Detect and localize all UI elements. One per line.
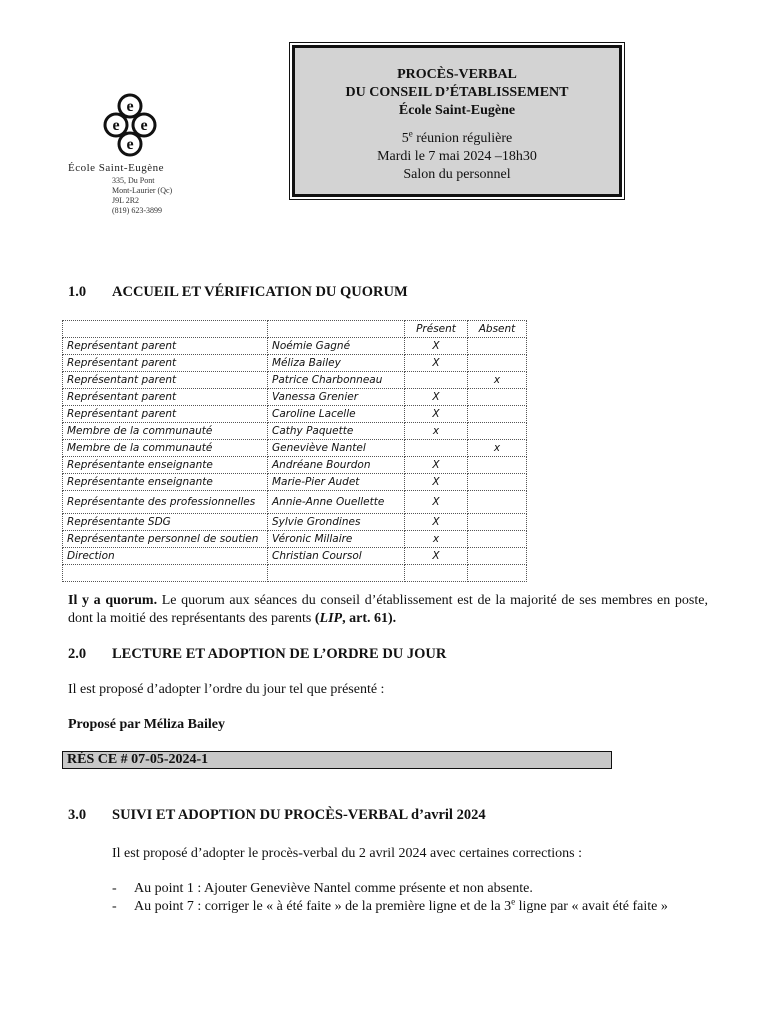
absent-mark [468, 423, 527, 440]
present-mark: X [405, 406, 468, 423]
absent-mark [468, 514, 527, 531]
address-line: (819) 623-3899 [112, 206, 162, 215]
present-mark: X [405, 514, 468, 531]
present-mark: X [405, 474, 468, 491]
meeting-date: Mardi le 7 mai 2024 –18h30 [377, 149, 537, 164]
address-line: Mont-Laurier (Qc) [112, 186, 173, 195]
member-name: Vanessa Grenier [268, 389, 405, 406]
attendance-table [62, 320, 527, 582]
member-name: Méliza Bailey [268, 355, 405, 372]
school-name: École Saint-Eugène [68, 162, 165, 174]
present-mark: X [405, 338, 468, 355]
present-mark [405, 440, 468, 457]
table-row [63, 457, 527, 474]
table-row [63, 338, 527, 355]
table-row [63, 423, 527, 440]
absent-mark [468, 474, 527, 491]
list-item: - Au point 7 : corriger le « à été faite » de la première ligne et de la 3e ligne par « avait été faite » [112, 896, 668, 914]
school-title: École Saint-Eugène [398, 103, 516, 118]
absent-mark: x [468, 372, 527, 389]
absent-mark [468, 548, 527, 565]
svg-text:e: e [126, 98, 134, 115]
section-3-proposal: Il est proposé d’adopter le procès-verbal du 2 avril 2024 avec certaines corrections : [112, 846, 582, 861]
absent-mark [468, 491, 527, 514]
member-role: Représentant parent [63, 338, 268, 355]
svg-text:e: e [126, 136, 134, 153]
member-name: Noémie Gagné [268, 338, 405, 355]
present-mark [405, 372, 468, 389]
member-name: Andréane Bourdon [268, 457, 405, 474]
member-name: Christian Coursol [268, 548, 405, 565]
member-role: Membre de la communauté [63, 423, 268, 440]
meeting-location: Salon du personnel [403, 167, 511, 182]
col-absent-header: Absent [468, 321, 527, 338]
table-row [63, 474, 527, 491]
member-role: Représentant parent [63, 372, 268, 389]
present-mark: X [405, 457, 468, 474]
svg-text:e: e [112, 117, 120, 134]
corrections-list [112, 880, 704, 916]
section-3-heading: 3.0 SUIVI ET ADOPTION DU PROCÈS-VERBAL d’avril 2024 [68, 807, 486, 823]
absent-mark [468, 355, 527, 372]
table-row [63, 531, 527, 548]
svg-text:e: e [140, 117, 148, 134]
member-name: Sylvie Grondines [268, 514, 405, 531]
table-row [63, 372, 527, 389]
document-header-box [292, 45, 622, 197]
school-logo [68, 92, 228, 216]
doc-subtitle: DU CONSEIL D’ÉTABLISSEMENT [345, 85, 569, 100]
table-row-empty [63, 565, 527, 582]
present-mark: X [405, 548, 468, 565]
address-line: 335, Du Pont [112, 176, 155, 185]
absent-mark [468, 338, 527, 355]
table-row [63, 514, 527, 531]
member-role: Représentante des professionnelles [63, 491, 268, 514]
table-header-row [63, 321, 527, 338]
member-name: Patrice Charbonneau [268, 372, 405, 389]
table-row [63, 389, 527, 406]
member-name: Geneviève Nantel [268, 440, 405, 457]
present-mark: X [405, 389, 468, 406]
member-name: Marie-Pier Audet [268, 474, 405, 491]
table-row [63, 355, 527, 372]
member-name: Caroline Lacelle [268, 406, 405, 423]
member-role: Représentante enseignante [63, 457, 268, 474]
absent-mark [468, 406, 527, 423]
member-name: Véronic Millaire [268, 531, 405, 548]
table-row [63, 440, 527, 457]
member-role: Représentante personnel de soutien [63, 531, 268, 548]
member-role: Représentant parent [63, 406, 268, 423]
present-mark: X [405, 355, 468, 372]
proposer: Proposé par Méliza Bailey [68, 717, 225, 732]
member-role: Direction [63, 548, 268, 565]
member-role: Représentant parent [63, 355, 268, 372]
col-present-header: Présent [405, 321, 468, 338]
section-2-proposal: Il est proposé d’adopter l’ordre du jour tel que présenté : [68, 682, 385, 697]
section-2-heading: 2.0 LECTURE ET ADOPTION DE L’ORDRE DU JOUR [68, 646, 447, 662]
absent-mark [468, 389, 527, 406]
absent-mark: x [468, 440, 527, 457]
table-row [63, 548, 527, 565]
list-item: - Au point 1 : Ajouter Geneviève Nantel comme présente et non absente. [112, 881, 533, 896]
section-1-heading: 1.0 ACCUEIL ET VÉRIFICATION DU QUORUM [68, 284, 408, 300]
quorum-paragraph: Il y a quorum. Le quorum aux séances du conseil d’établissement est de la majorité de ses membres en poste, dont la moitié des représentants des parents (LIP, art. 61). [68, 593, 708, 626]
resolution-number: RÉS CE # 07-05-2024-1 [62, 751, 612, 769]
member-role: Représentante SDG [63, 514, 268, 531]
table-row [63, 491, 527, 514]
present-mark: x [405, 423, 468, 440]
member-role: Membre de la communauté [63, 440, 268, 457]
doc-title: PROCÈS-VERBAL [397, 67, 517, 82]
member-name: Cathy Paquette [268, 423, 405, 440]
present-mark: X [405, 491, 468, 514]
member-role: Représentant parent [63, 389, 268, 406]
address-line: J9L 2R2 [112, 196, 140, 205]
absent-mark [468, 531, 527, 548]
school-emblem-icon [98, 92, 162, 158]
member-role: Représentante enseignante [63, 474, 268, 491]
school-address [112, 176, 228, 216]
table-row [63, 406, 527, 423]
absent-mark [468, 457, 527, 474]
meeting-number: 5e réunion régulière [401, 128, 513, 146]
member-name: Annie-Anne Ouellette [268, 491, 405, 514]
present-mark: x [405, 531, 468, 548]
